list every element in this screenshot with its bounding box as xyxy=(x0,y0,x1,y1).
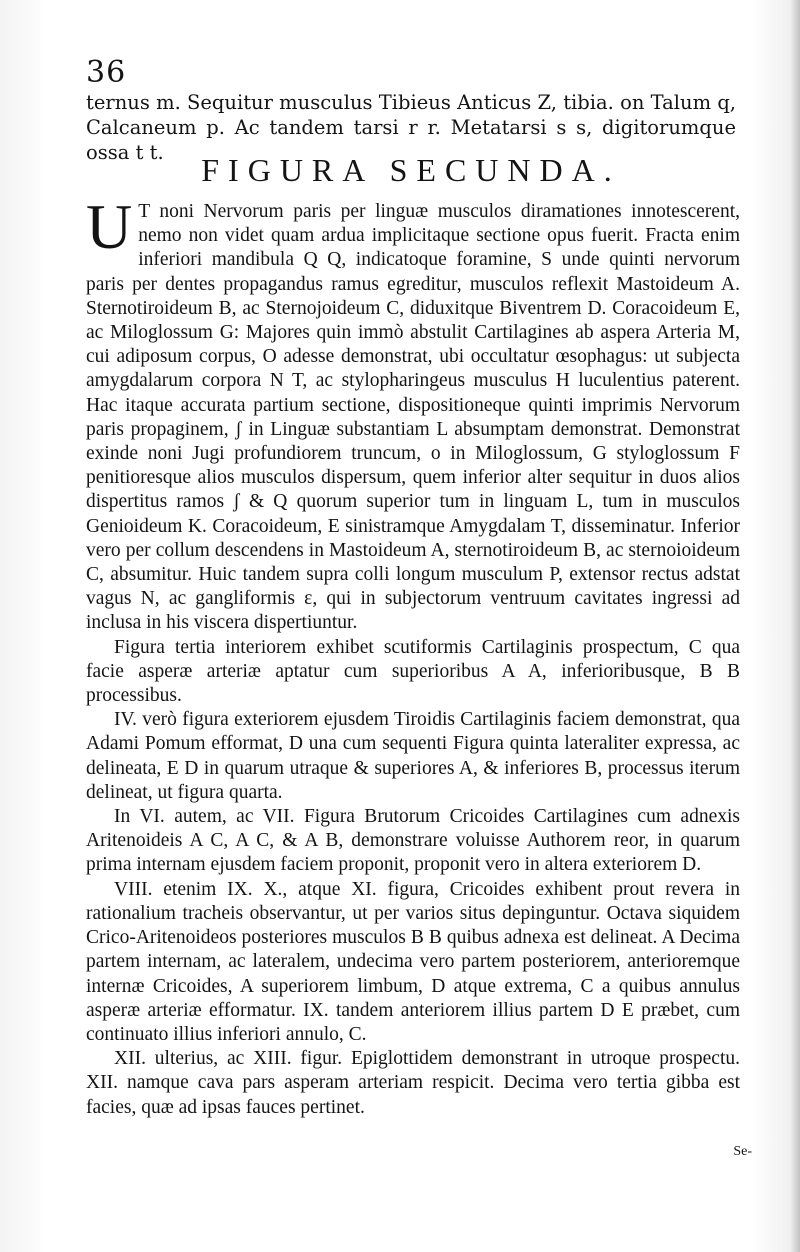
body-text xyxy=(86,191,740,1120)
section-heading: FIGURA SECUNDA. xyxy=(201,152,621,188)
page-edge-shadow xyxy=(790,0,800,1252)
paragraph-2: Figura tertia interiorem exhibet scutiformis Cartilaginis prospectum, C qua facie asperæ arteriæ aptatur cum superioribus A A, inferioribusque, B B processibus. xyxy=(86,636,740,707)
paragraph-1 xyxy=(86,191,740,636)
drop-cap: U xyxy=(86,191,133,262)
intro-paragraph: ternus m. Sequitur musculus Tibieus Anticus Z, tibia. on Talum q, Calcaneum p. Ac tandem tarsi r r. Metatarsi s s, digitorumque ossa t t. xyxy=(86,91,736,164)
paragraph-4: In VI. autem, ac VII. Figura Brutorum Cricoides Cartilagines cum adnexis Aritenoideis A C, A C, & A B, demonstrare voluisse Authorem reor, in quarum prima internam ejusdem faciem proponit, proponit vero in altera exteriorem D. xyxy=(86,806,740,876)
paragraph-3: IV. verò figura exteriorem ejusdem Tiroidis Cartilaginis faciem demonstrat, qua Adami Pomum efformat, D una cum sequenti Figura quinta lateraliter expressa, ac delineata, E D in quarum utraque & superiores A, & inferiores B, processus iterum delineat, ut figura quarta. xyxy=(86,709,740,803)
catchword: Se- xyxy=(733,1144,752,1159)
paragraph-5: VIII. etenim IX. X., atque XI. figura, Cricoides exhibent prout revera in rationalium tracheis observantur, ut per varios situs depinguntur. Octava siquidem Crico-Aritenoideos posteriores musculos B B quibus adnexa est delineat. A Decima partem internam, ac lateralem, undecima vero partem posteriorem, anterioremque internæ Cricoides, A superiorem limbum, D atque extrema, C a quibus annulus asperæ arteriæ efformatur. IX. tandem anteriorem illius partem D E præbet, cum continuato illius inferiori annulo, C. xyxy=(86,878,740,1045)
paragraph-1-text: T noni Nervorum paris per linguæ musculos diramationes innotescerent, nemo non videt quam ardua implicitaque sectione opus fuerit. Fracta enim inferiori mandibula Q Q, indicatoque foramine, S unde quinti nervorum paris per dentes propagandus ramus egreditur, musculos reflexit Mastoideum A. Sternotiroideum B, ac Sternojoideum C, diduxitque Biventrem D. Coracoideum E, ac Miloglossum G: Majores quin immò abstulit Cartilagines ab aspera Arteria M, cui adiposum corpus, O adesse demonstrat, ubi occultatur œsophagus: ut subjecta amygdalarum corpora N T, ac stylopharingeus musculus H luculentius paterent. Hac itaque accurata partium sectione, dispositioneque quinti imprimis Nervorum paris propaginem, ʃ in Linguæ substantiam L absumptam demonstrat. Demonstrat exinde noni Jugi profundiorem truncum, o in Miloglossum, G styloglossum F penitioresque alios musculos dispersum, quem inferior alter sequitur in duos alios dispertitus ramos ʃ & Q quorum superior tum in linguam L, tum in musculos Genioideum K. Coracoideum, E sinistramque Amygdalam T, disseminatur. Inferior vero per collum descendens in Mastoideum A, sternotiroideum B, ac sternoioideum C, absumitur. Huic tandem supra colli longum musculum P, extensor rectus adstat vagus N, ac gangliformis ε, qui in subjectorum ventruum cavitates ingressi ad inclusa in his viscera dispertiuntur. xyxy=(86,201,740,634)
paragraph-6: XII. ulterius, ac XIII. figur. Epiglottidem demonstrant in utroque prospectu. XII. namque cava pars asperam arteriam respicit. Decima vero tertia gibba est facies, quæ ad ipsas fauces pertinet. xyxy=(86,1048,740,1118)
page-number: 36 xyxy=(86,55,127,90)
